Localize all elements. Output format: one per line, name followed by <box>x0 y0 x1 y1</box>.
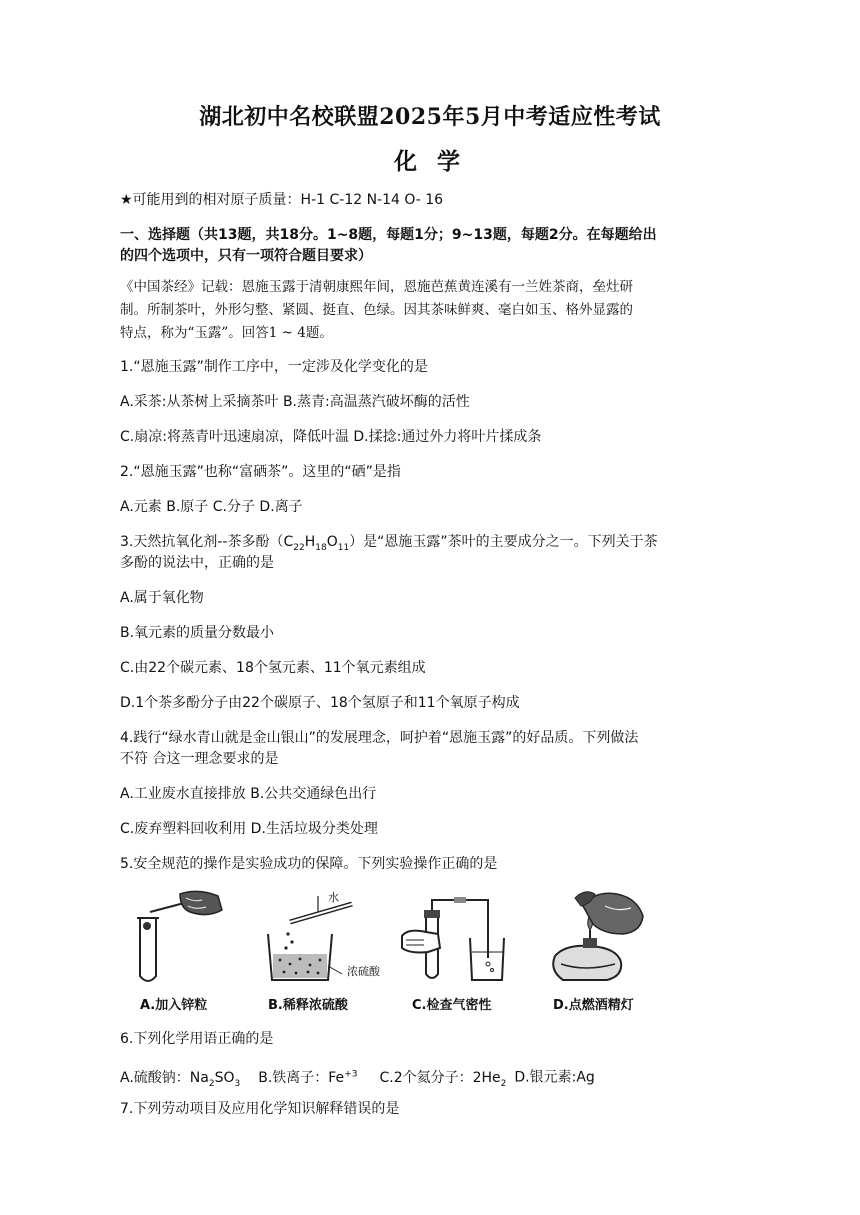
figure-c-caption: C.检查气密性 <box>412 998 492 1013</box>
q6-option-a <box>120 1069 241 1089</box>
q4-stem-line1: 4.践行“绿水青山就是金山银山”的发展理念，呵护着“恩施玉露”的好品质。下列做法 <box>120 730 639 746</box>
q3-option-a: A.属于氧化物 <box>120 590 204 606</box>
section-heading-line1: 一、选择题（共13题，共18分。1~8题，每题1分；9~13题，每题2分。在每题给出 <box>120 227 657 243</box>
atomic-mass-note: ★可能用到的相对原子质量：H-1 C-12 N-14 O- 16 <box>120 192 444 208</box>
figure-a-caption: A.加入锌粒 <box>140 998 208 1013</box>
q6-a-sub2: 3 <box>234 1078 241 1089</box>
q1-options-cd: C.扇凉:将蒸青叶迅速扇凉，降低叶温 D.揉捻:通过外力将叶片揉成条 <box>120 429 542 445</box>
q3-option-c: C.由22个碳元素、18个氢元素、11个氧元素组成 <box>120 660 426 676</box>
q6-option-b <box>258 1070 357 1086</box>
q7-stem: 7.下列劳动项目及应用化学知识解释错误的是 <box>120 1101 400 1117</box>
q3-sub-o: 11 <box>337 542 350 553</box>
figure-b-caption: B.稀释浓硫酸 <box>268 998 348 1013</box>
subject-title: 化 学 <box>393 148 466 175</box>
figure-d-light-lamp <box>545 888 650 988</box>
q6-c-text: C.2个氦分子：2He <box>379 1069 501 1086</box>
section-heading-line2: 的四个选项中，只有一项符合题目要求） <box>120 248 372 264</box>
passage-line2: 制。所制茶叶，外形匀整、紧圆、挺直、色绿。因其茶味鲜爽、毫白如玉、格外显露的 <box>120 302 633 318</box>
q3-stem-a: 3.天然抗氧化剂--茶多酚（C <box>120 534 294 550</box>
q1-stem: 1.“恩施玉露”制作工序中，一定涉及化学变化的是 <box>120 359 428 375</box>
q4-options-cd: C.废弃塑料回收利用 D.生活垃圾分类处理 <box>120 821 378 837</box>
figure-a-drawing <box>130 888 230 988</box>
q6-options <box>120 1064 740 1093</box>
q3-stem-line2: 多酚的说法中，正确的是 <box>120 555 274 571</box>
q1-options-ab: A.采茶:从茶树上采摘茶叶 B.蒸青:高温蒸汽破坏酶的活性 <box>120 394 470 410</box>
q6-c-sub: 2 <box>500 1078 507 1089</box>
figure-b-acid-label: 浓硫酸 <box>347 965 380 978</box>
q3-sub-h: 18 <box>315 542 327 553</box>
q4-options-ab: A.工业废水直接排放 B.公共交通绿色出行 <box>120 786 377 802</box>
passage-line3: 特点，称为“玉露”。回答1 ~ 4题。 <box>120 325 333 341</box>
q3-option-b: B.氧元素的质量分数最小 <box>120 625 275 641</box>
q6-option-d: D.银元素:Ag <box>514 1069 595 1086</box>
q6-b-text: B.铁离子：Fe <box>258 1069 345 1086</box>
q3-stem-b: ）是“恩施玉露”茶叶的主要成分之一。下列关于茶 <box>349 534 658 550</box>
figure-b-water-label: 水 <box>328 891 339 904</box>
q4-stem-line2: 不符 合这一理念要求的是 <box>120 751 279 767</box>
q3-sub-c: 22 <box>293 542 305 553</box>
q6-stem: 6.下列化学用语正确的是 <box>120 1031 274 1047</box>
figure-c-airtightness <box>398 888 508 988</box>
q6-a-text: A.硫酸钠：Na <box>120 1069 209 1086</box>
q2-stem: 2.“恩施玉露”也称“富硒茶”。这里的“硒”是指 <box>120 464 401 480</box>
q6-a-text2: SO <box>214 1069 235 1086</box>
passage-line1: 《中国茶经》记载：恩施玉露于清朝康熙年间，恩施芭蕉黄连溪有一兰姓茶商，垒灶研 <box>120 279 633 295</box>
q6-b-sup: +3 <box>344 1069 358 1079</box>
exam-title: 湖北初中名校联盟2025年5月中考适应性考试 <box>199 104 661 130</box>
figure-d-drawing <box>545 888 650 988</box>
q2-options: A.元素 B.原子 C.分子 D.离子 <box>120 499 303 515</box>
q3-stem-h: H <box>304 534 316 550</box>
figure-d-caption: D.点燃酒精灯 <box>553 998 634 1013</box>
q6-a-sub1: 2 <box>208 1078 215 1089</box>
q3-stem-o: O <box>326 534 338 550</box>
q6-option-c <box>379 1069 507 1089</box>
q5-stem: 5.安全规范的操作是实验成功的保障。下列实验操作正确的是 <box>120 856 498 872</box>
figure-c-drawing <box>398 888 508 988</box>
q3-option-d: D.1个茶多酚分子由22个碳原子、18个氢原子和11个氧原子构成 <box>120 695 520 711</box>
figure-a-add-zinc <box>130 888 230 988</box>
